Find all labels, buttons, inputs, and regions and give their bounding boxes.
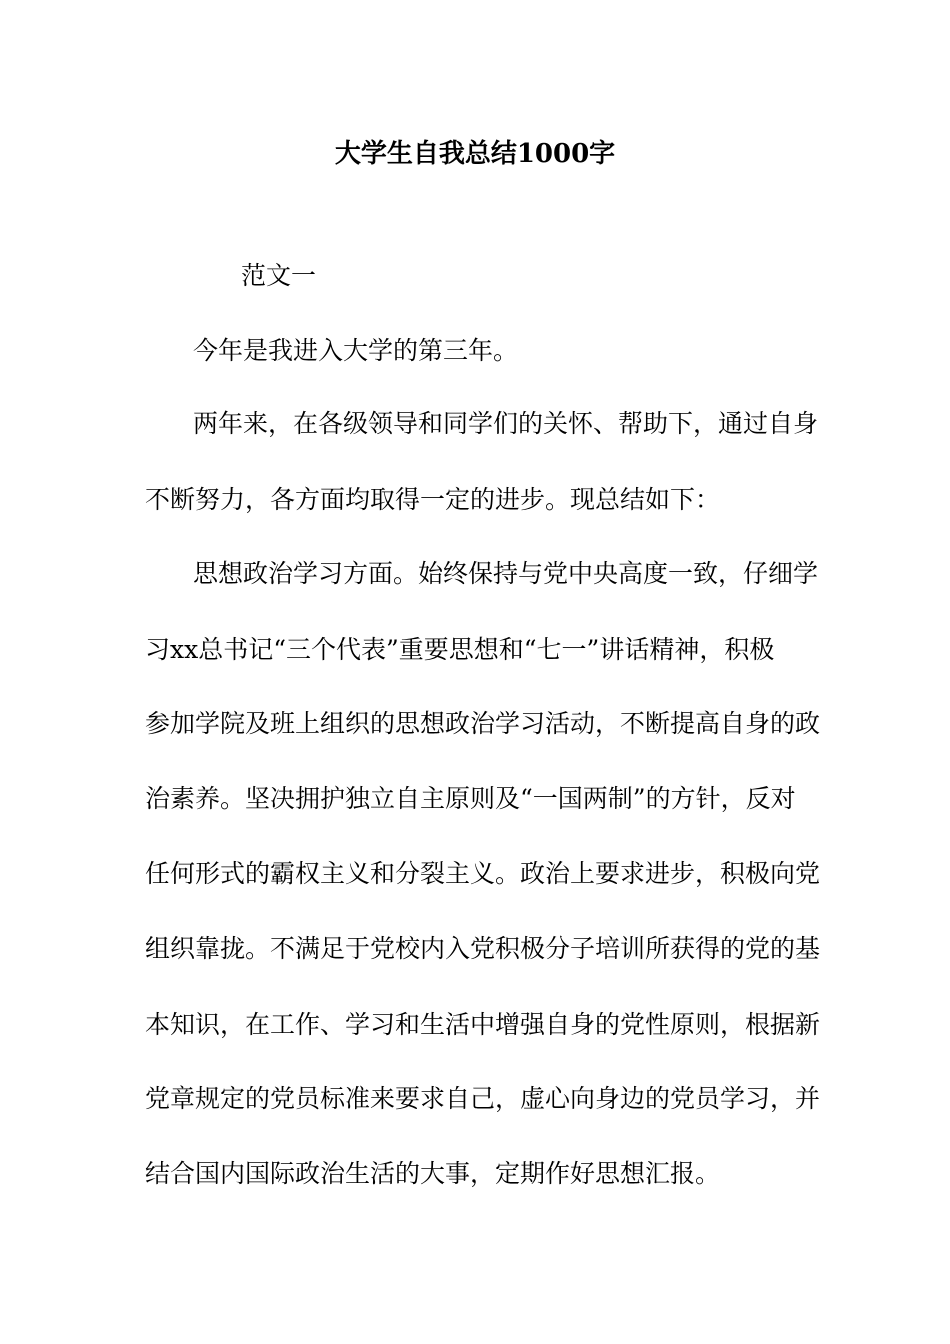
paragraph-line: 本知识，在工作、学习和生活中增强自身的党性原则，根据新 <box>145 1010 821 1039</box>
paragraph-line: 思想政治学习方面。始终保持与党中央高度一致，仔细学 <box>193 559 819 588</box>
paragraph-line: 结合国内国际政治生活的大事，定期作好思想汇报。 <box>145 1159 721 1188</box>
paragraph-line: 习xx总书记“三个代表”重要思想和“七一”讲话精神，积极 <box>145 635 775 664</box>
paragraph-line: 任何形式的霸权主义和分裂主义。政治上要求进步，积极向党 <box>145 859 821 888</box>
paragraph-line: 参加学院及班上组织的思想政治学习活动，不断提高自身的政 <box>145 709 821 738</box>
paragraph-line: 不断努力，各方面均取得一定的进步。现总结如下： <box>145 485 721 514</box>
paragraph-line: 两年来，在各级领导和同学们的关怀、帮助下，通过自身 <box>193 409 819 438</box>
document-title: 大学生自我总结1000字 <box>334 139 616 169</box>
paragraph-line: 党章规定的党员标准来要求自己，虚心向身边的党员学习，并 <box>145 1084 821 1113</box>
section-heading: 范文一 <box>241 261 317 290</box>
paragraph-line: 组织靠拢。不满足于党校内入党积极分子培训所获得的党的基 <box>145 934 821 963</box>
paragraph-line: 治素养。坚决拥护独立自主原则及“一国两制”的方针，反对 <box>145 784 796 813</box>
paragraph-line: 今年是我进入大学的第三年。 <box>193 336 519 365</box>
